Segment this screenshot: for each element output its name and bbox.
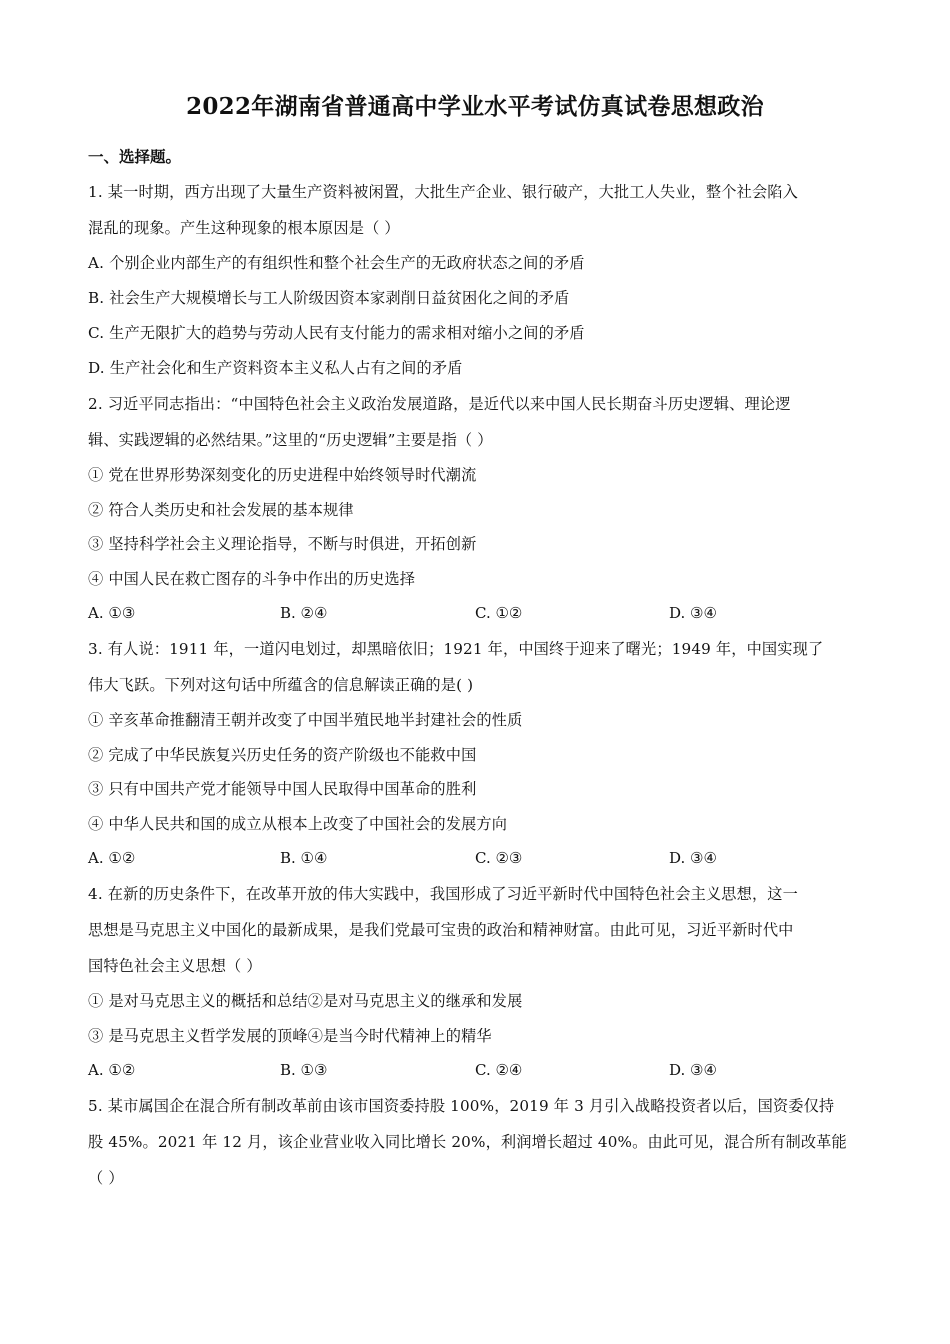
section-heading: 一、选择题。	[88, 147, 182, 166]
q3-statement-2: ② 完成了中华民族复兴历史任务的资产阶级也不能救中国	[88, 746, 477, 764]
q1-option-b: B. 社会生产大规模增长与工人阶级因资本家剥削日益贫困化之间的矛盾	[88, 289, 570, 307]
q4-option-c: C. ②④	[475, 1061, 523, 1079]
q2-option-b: B. ②④	[280, 604, 328, 622]
q4-statements-1-2: ① 是对马克思主义的概括和总结②是对马克思主义的继承和发展	[88, 992, 523, 1010]
q2-statement-2: ② 符合人类历史和社会发展的基本规律	[88, 501, 354, 519]
q2-options	[88, 604, 788, 624]
q3-statement-4: ④ 中华人民共和国的成立从根本上改变了中国社会的发展方向	[88, 815, 508, 833]
q3-statement-1: ① 辛亥革命推翻清王朝并改变了中国半殖民地半封建社会的性质	[88, 711, 523, 729]
q4-option-b: B. ①③	[280, 1061, 328, 1079]
q2-line-1: 2. 习近平同志指出：“中国特色社会主义政治发展道路，是近代以来中国人民长期奋斗历史逻辑、理论逻	[88, 395, 791, 413]
q4-line-1: 4. 在新的历史条件下，在改革开放的伟大实践中，我国形成了习近平新时代中国特色社会主义思想，这一	[88, 885, 798, 903]
q3-line-1: 3. 有人说：1911 年，一道闪电划过，却黑暗依旧；1921 年，中国终于迎来了曙光；1949 年，中国实现了	[88, 640, 824, 658]
q5-line-3: （ ）	[88, 1169, 124, 1187]
q4-line-3: 国特色社会主义思想（ ）	[88, 957, 262, 975]
q3-options	[88, 849, 788, 869]
q2-line-2: 辑、实践逻辑的必然结果。”这里的“历史逻辑”主要是指（ ）	[88, 431, 493, 449]
q1-line-1: 1. 某一时期，西方出现了大量生产资料被闲置，大批生产企业、银行破产，大批工人失业，整个社会陷入	[88, 183, 798, 201]
q2-statement-4: ④ 中国人民在救亡图存的斗争中作出的历史选择	[88, 570, 416, 588]
q4-statements-3-4: ③ 是马克思主义哲学发展的顶峰④是当今时代精神上的精华	[88, 1027, 492, 1045]
q4-option-a: A. ①②	[88, 1061, 136, 1079]
q2-option-c: C. ①②	[475, 604, 523, 622]
exam-title: 2022年湖南省普通高中学业水平考试仿真试卷思想政治	[186, 93, 764, 120]
q4-line-2: 思想是马克思主义中国化的最新成果，是我们党最可宝贵的政治和精神财富。由此可见，习近平新时代中	[88, 921, 794, 939]
q3-option-a: A. ①②	[88, 849, 136, 867]
q2-statement-3: ③ 坚持科学社会主义理论指导，不断与时俱进，开拓创新	[88, 535, 477, 553]
q3-statement-3: ③ 只有中国共产党才能领导中国人民取得中国革命的胜利	[88, 780, 477, 798]
q2-statement-1: ① 党在世界形势深刻变化的历史进程中始终领导时代潮流	[88, 466, 477, 484]
q1-line-2: 混乱的现象。产生这种现象的根本原因是（ ）	[88, 219, 400, 237]
q3-line-2: 伟大飞跃。下列对这句话中所蕴含的信息解读正确的是( )	[88, 676, 474, 694]
q5-line-1: 5. 某市属国企在混合所有制改革前由该市国资委持股 100%，2019 年 3 月引入战略投资者以后，国资委仅持	[88, 1097, 835, 1115]
q4-option-d: D. ③④	[669, 1061, 717, 1079]
q5-line-2: 股 45%。2021 年 12 月，该企业营业收入同比增长 20%，利润增长超过 40%。由此可见，混合所有制改革能	[88, 1133, 847, 1151]
q2-option-d: D. ③④	[669, 604, 717, 622]
q3-option-b: B. ①④	[280, 849, 328, 867]
q1-option-d: D. 生产社会化和生产资料资本主义私人占有之间的矛盾	[88, 359, 463, 377]
q4-options	[88, 1061, 788, 1081]
q1-option-c: C. 生产无限扩大的趋势与劳动人民有支付能力的需求相对缩小之间的矛盾	[88, 324, 585, 342]
q2-option-a: A. ①③	[88, 604, 136, 622]
q1-option-a: A. 个别企业内部生产的有组织性和整个社会生产的无政府状态之间的矛盾	[88, 254, 585, 272]
q3-option-c: C. ②③	[475, 849, 523, 867]
q3-option-d: D. ③④	[669, 849, 717, 867]
